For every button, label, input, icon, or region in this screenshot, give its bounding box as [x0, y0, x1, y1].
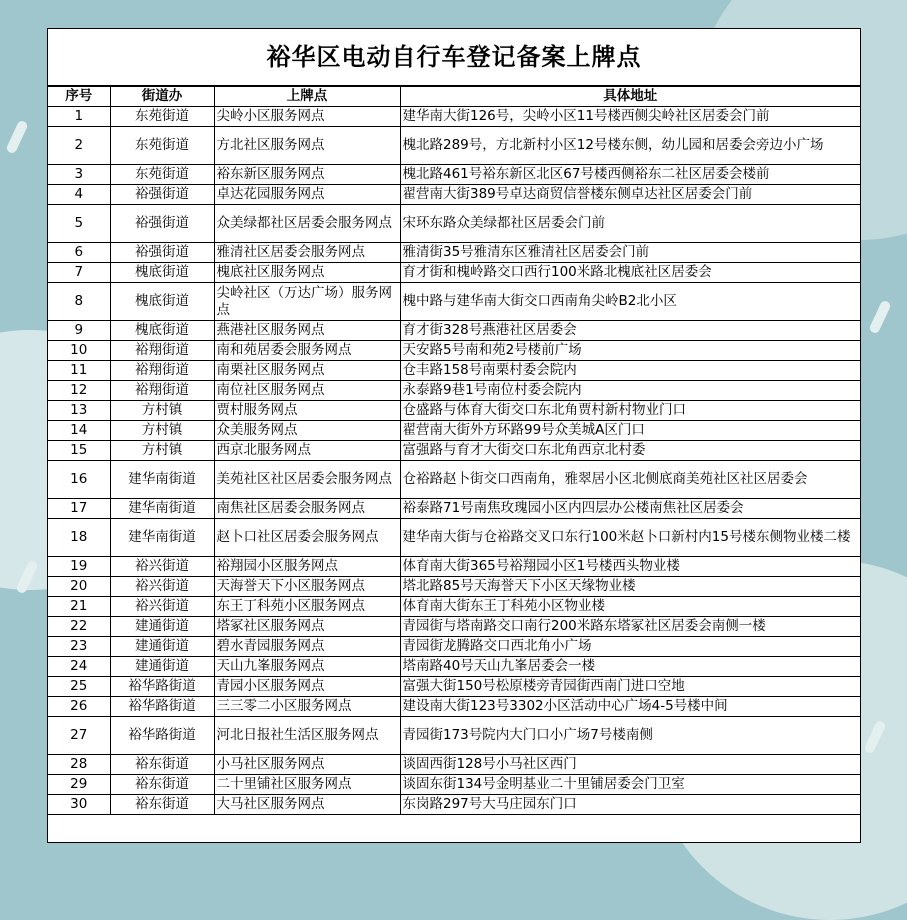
row-number: 20 [48, 577, 110, 597]
registration-point: 南焦社区居委会服务网点 [214, 499, 400, 519]
street-office: 裕华路街道 [110, 677, 214, 697]
registration-sheet [47, 28, 861, 843]
registration-point: 尖岭社区（万达广场）服务网点 [214, 283, 400, 321]
registration-point: 青园小区服务网点 [214, 677, 400, 697]
registration-point: 天山九峯服务网点 [214, 657, 400, 677]
street-office: 东苑街道 [110, 165, 214, 185]
registration-point: 卓达花园服务网点 [214, 185, 400, 205]
row-number: 18 [48, 519, 110, 557]
table-row [48, 717, 860, 755]
address: 天安路5号南和苑2号楼前广场 [400, 341, 860, 361]
table-row [48, 421, 860, 441]
table-row [48, 519, 860, 557]
row-number: 19 [48, 557, 110, 577]
table-row [48, 657, 860, 677]
street-office: 裕东街道 [110, 755, 214, 775]
row-number: 1 [48, 107, 110, 127]
street-office: 建华南街道 [110, 519, 214, 557]
address: 青园街龙腾路交口西北角小广场 [400, 637, 860, 657]
registration-point: 天海誉天下小区服务网点 [214, 577, 400, 597]
table-row [48, 401, 860, 421]
street-office: 方村镇 [110, 421, 214, 441]
address: 宋环东路众美绿都社区居委会门前 [400, 205, 860, 243]
table-row [48, 597, 860, 617]
registration-point: 西京北服务网点 [214, 441, 400, 461]
table-row [48, 321, 860, 341]
street-office: 建华南街道 [110, 461, 214, 499]
address: 建设南大街123号3302小区活动中心广场4-5号楼中间 [400, 697, 860, 717]
table-row [48, 441, 860, 461]
address: 谈固西街128号小马社区西门 [400, 755, 860, 775]
street-office: 东苑街道 [110, 127, 214, 165]
address: 富强路与育才大街交口东北角西京北村委 [400, 441, 860, 461]
registration-point: 二十里铺社区服务网点 [214, 775, 400, 795]
registration-point: 碧水青园服务网点 [214, 637, 400, 657]
street-office: 裕兴街道 [110, 557, 214, 577]
registration-point: 众美服务网点 [214, 421, 400, 441]
row-number: 14 [48, 421, 110, 441]
address: 槐北路289号，方北新村小区12号楼东侧，幼儿园和居委会旁边小广场 [400, 127, 860, 165]
registration-point: 裕翔园小区服务网点 [214, 557, 400, 577]
street-office: 裕兴街道 [110, 597, 214, 617]
registration-point: 燕港社区服务网点 [214, 321, 400, 341]
registration-point: 裕东新区服务网点 [214, 165, 400, 185]
row-number: 10 [48, 341, 110, 361]
address: 仓丰路158号南栗村委会院内 [400, 361, 860, 381]
row-number: 27 [48, 717, 110, 755]
table-row [48, 107, 860, 127]
registration-point: 方北社区服务网点 [214, 127, 400, 165]
table-header-row [48, 87, 860, 107]
registration-point: 雅清社区居委会服务网点 [214, 243, 400, 263]
address: 青园街与塔南路交口南行200米路东塔冢社区居委会南侧一楼 [400, 617, 860, 637]
row-number: 7 [48, 263, 110, 283]
row-number: 5 [48, 205, 110, 243]
row-number: 24 [48, 657, 110, 677]
address: 仓盛路与体育大街交口东北角贾村新村物业门口 [400, 401, 860, 421]
table-row [48, 499, 860, 519]
table-row [48, 205, 860, 243]
street-office: 建通街道 [110, 637, 214, 657]
table-row [48, 341, 860, 361]
registration-point: 塔冢社区服务网点 [214, 617, 400, 637]
street-office: 裕华路街道 [110, 697, 214, 717]
street-office: 方村镇 [110, 401, 214, 421]
table-row [48, 637, 860, 657]
registration-point: 小马社区服务网点 [214, 755, 400, 775]
row-number: 9 [48, 321, 110, 341]
registration-point: 美苑社区社区居委会服务网点 [214, 461, 400, 499]
address: 建华南大街126号，尖岭小区11号楼西侧尖岭社区居委会门前 [400, 107, 860, 127]
background-stroke [5, 119, 28, 154]
registration-point: 槐底社区服务网点 [214, 263, 400, 283]
page-title: 裕华区电动自行车登记备案上牌点 [48, 29, 860, 86]
address: 翟营南大街389号卓达商贸信誉楼东侧卓达社区居委会门前 [400, 185, 860, 205]
address: 裕泰路71号南焦玫瑰园小区内四层办公楼南焦社区居委会 [400, 499, 860, 519]
address: 永泰路9巷1号南位村委会院内 [400, 381, 860, 401]
registration-point: 尖岭小区服务网点 [214, 107, 400, 127]
registration-point: 东王丁科苑小区服务网点 [214, 597, 400, 617]
address: 育才街和槐岭路交口西行100米路北槐底社区居委会 [400, 263, 860, 283]
table-row [48, 127, 860, 165]
table-row [48, 577, 860, 597]
address: 仓裕路赵卜街交口西南角，雅翠居小区北侧底商美苑社区社区居委会 [400, 461, 860, 499]
row-number: 2 [48, 127, 110, 165]
address: 育才街328号燕港社区居委会 [400, 321, 860, 341]
row-number: 8 [48, 283, 110, 321]
row-number: 3 [48, 165, 110, 185]
row-number: 23 [48, 637, 110, 657]
street-office: 槐底街道 [110, 321, 214, 341]
row-number: 22 [48, 617, 110, 637]
registration-table [48, 86, 860, 815]
row-number: 26 [48, 697, 110, 717]
table-row [48, 243, 860, 263]
header-address: 具体地址 [400, 87, 860, 107]
address: 富强大街150号松原楼旁青园街西南门进口空地 [400, 677, 860, 697]
street-office: 东苑街道 [110, 107, 214, 127]
row-number: 11 [48, 361, 110, 381]
address: 槐北路461号裕东新区北区67号楼西侧裕东二社区居委会楼前 [400, 165, 860, 185]
address: 雅清街35号雅清东区雅清社区居委会门前 [400, 243, 860, 263]
row-number: 12 [48, 381, 110, 401]
street-office: 建华南街道 [110, 499, 214, 519]
street-office: 裕翔街道 [110, 341, 214, 361]
table-row [48, 557, 860, 577]
street-office: 裕东街道 [110, 795, 214, 815]
street-office: 裕翔街道 [110, 361, 214, 381]
registration-point: 南栗社区服务网点 [214, 361, 400, 381]
registration-point: 贾村服务网点 [214, 401, 400, 421]
table-row [48, 775, 860, 795]
street-office: 裕翔街道 [110, 381, 214, 401]
table-row [48, 677, 860, 697]
registration-point: 赵卜口社区居委会服务网点 [214, 519, 400, 557]
row-number: 21 [48, 597, 110, 617]
address: 槐中路与建华南大街交口西南角尖岭B2北小区 [400, 283, 860, 321]
row-number: 29 [48, 775, 110, 795]
table-row [48, 755, 860, 775]
registration-point: 南和苑居委会服务网点 [214, 341, 400, 361]
registration-point: 大马社区服务网点 [214, 795, 400, 815]
table-row [48, 795, 860, 815]
row-number: 28 [48, 755, 110, 775]
row-number: 25 [48, 677, 110, 697]
table-row [48, 461, 860, 499]
street-office: 槐底街道 [110, 263, 214, 283]
address: 东岗路297号大马庄园东门口 [400, 795, 860, 815]
street-office: 方村镇 [110, 441, 214, 461]
table-body [48, 107, 860, 815]
background-stroke [868, 299, 891, 334]
address: 青园街173号院内大门口小广场7号楼南侧 [400, 717, 860, 755]
header-street: 街道办 [110, 87, 214, 107]
street-office: 建通街道 [110, 617, 214, 637]
table-row [48, 185, 860, 205]
row-number: 17 [48, 499, 110, 519]
table-row [48, 165, 860, 185]
header-no: 序号 [48, 87, 110, 107]
row-number: 30 [48, 795, 110, 815]
street-office: 裕华路街道 [110, 717, 214, 755]
street-office: 裕兴街道 [110, 577, 214, 597]
table-row [48, 361, 860, 381]
header-point: 上牌点 [214, 87, 400, 107]
row-number: 6 [48, 243, 110, 263]
address: 建华南大街与仓裕路交叉口东行100米赵卜口新村内15号楼东侧物业楼二楼 [400, 519, 860, 557]
street-office: 裕强街道 [110, 243, 214, 263]
table-row [48, 381, 860, 401]
table-row [48, 283, 860, 321]
row-number: 15 [48, 441, 110, 461]
table-row [48, 617, 860, 637]
address: 体育南大街365号裕翔园小区1号楼西头物业楼 [400, 557, 860, 577]
table-row [48, 263, 860, 283]
address: 谈固东街134号金明基业二十里铺居委会门卫室 [400, 775, 860, 795]
street-office: 裕强街道 [110, 205, 214, 243]
address: 塔南路40号天山九峯居委会一楼 [400, 657, 860, 677]
row-number: 4 [48, 185, 110, 205]
address: 体育南大街东王丁科苑小区物业楼 [400, 597, 860, 617]
registration-point: 三三零二小区服务网点 [214, 697, 400, 717]
street-office: 裕强街道 [110, 185, 214, 205]
street-office: 建通街道 [110, 657, 214, 677]
row-number: 13 [48, 401, 110, 421]
registration-point: 南位社区服务网点 [214, 381, 400, 401]
address: 塔北路85号天海誉天下小区天缘物业楼 [400, 577, 860, 597]
table-row [48, 697, 860, 717]
street-office: 裕东街道 [110, 775, 214, 795]
street-office: 槐底街道 [110, 283, 214, 321]
registration-point: 河北日报社生活区服务网点 [214, 717, 400, 755]
registration-point: 众美绿都社区居委会服务网点 [214, 205, 400, 243]
row-number: 16 [48, 461, 110, 499]
address: 翟营南大街外方环路99号众美城A区门口 [400, 421, 860, 441]
